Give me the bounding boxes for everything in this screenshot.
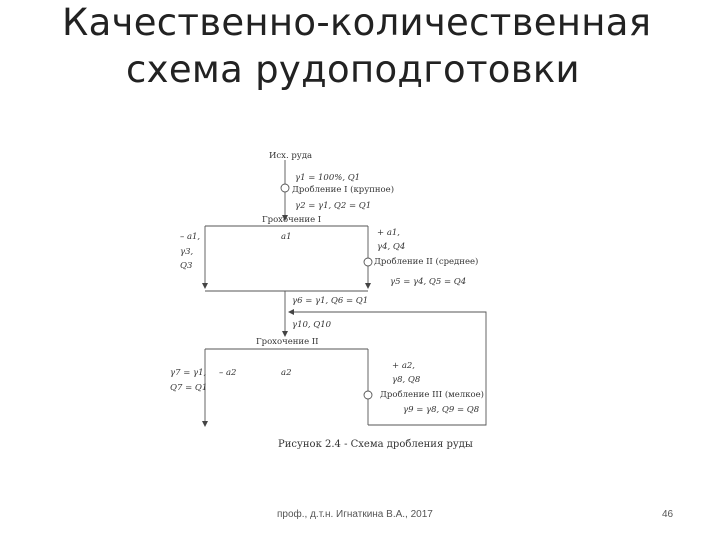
- flow-lines: [205, 160, 486, 426]
- crusher-3-node: [364, 391, 372, 399]
- undersize-1-size: – a1,: [180, 232, 201, 242]
- figure-caption: Рисунок 2.4 - Схема дробления руды: [278, 439, 473, 450]
- footer-credit: проф., д.т.н. Игнаткина В.А., 2017: [277, 509, 433, 520]
- flow-6-label: γ6 = γ1, Q6 = Q1: [292, 296, 369, 306]
- screen-1-label: Грохочение I: [262, 215, 322, 225]
- undersize-1-yield: γ3,: [180, 247, 194, 257]
- slide-title-line-1: Качественно-количественная: [62, 1, 652, 44]
- flow-5-label: γ5 = γ4, Q5 = Q4: [390, 277, 467, 287]
- crusher-2-label: Дробление II (среднее): [374, 257, 479, 267]
- product-yield: γ7 = γ1,: [170, 368, 207, 378]
- crusher-1-node: [281, 184, 289, 192]
- page-number: 46: [662, 509, 674, 520]
- flow-1-label: γ1 = 100%, Q1: [295, 173, 361, 183]
- screen-2-label: Грохочение II: [256, 337, 319, 347]
- oversize-2-size: + a2,: [392, 361, 416, 371]
- diagram-labels: [170, 151, 484, 450]
- crusher-2-node: [364, 258, 372, 266]
- mesh-1-label: a1: [281, 232, 292, 242]
- flow-9-label: γ9 = γ8, Q9 = Q8: [403, 405, 480, 415]
- oversize-2-flow: γ8, Q8: [392, 375, 421, 385]
- crusher-3-label: Дробление III (мелкое): [380, 390, 484, 400]
- undersize-2-size: – a2: [219, 368, 237, 378]
- mesh-2-label: a2: [281, 368, 292, 378]
- product-mass: Q7 = Q1: [170, 383, 208, 393]
- oversize-1-flow: γ4, Q4: [377, 242, 406, 252]
- oversize-1-size: + a1,: [377, 228, 401, 238]
- crusher-1-label: Дробление I (крупное): [292, 185, 395, 195]
- slide-title-line-2: схема рудоподготовки: [126, 48, 580, 91]
- flow-2-label: γ2 = γ1, Q2 = Q1: [295, 201, 372, 211]
- flow-10-label: γ10, Q10: [292, 320, 332, 330]
- undersize-1-mass: Q3: [180, 261, 193, 271]
- source-label: Исх. руда: [269, 151, 313, 161]
